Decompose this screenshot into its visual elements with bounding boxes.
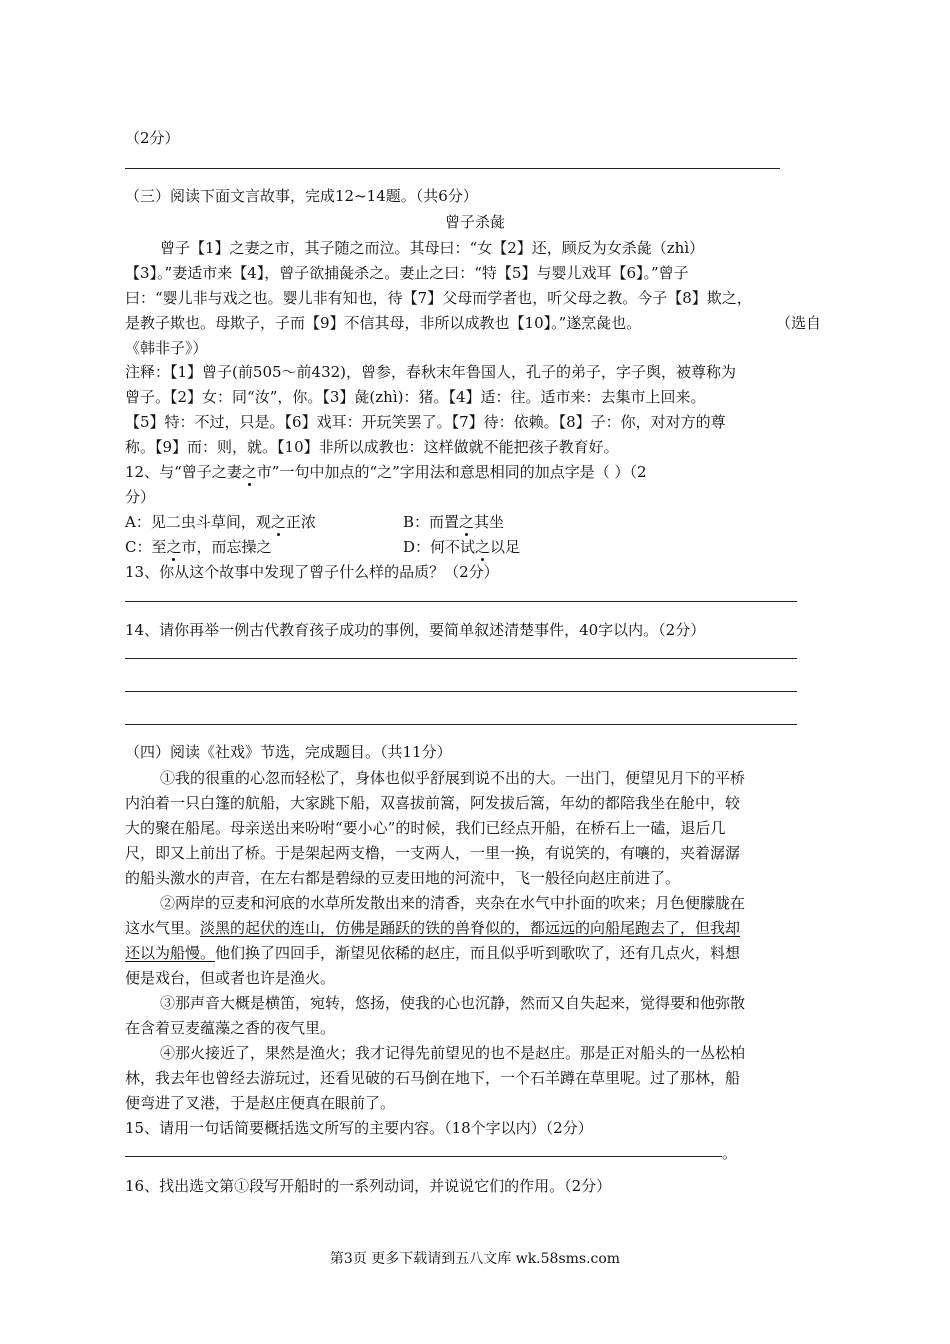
question-16: 16、找出选文第①段写开船时的一系列动词，并说说它们的作用。（2分） <box>125 1177 612 1195</box>
answer-end-mark: 。 <box>722 1144 738 1162</box>
paragraph-line: ④那火接近了，果然是渔火；我才记得先前望见的也不是赵庄。那是正对船头的一丛松柏 <box>160 1044 746 1062</box>
paragraph-line: 内泊着一只白篷的航船，大家跳下船，双喜拔前篙，阿发拔后篙，年幼的都陪我坐在舱中，较 <box>125 794 741 812</box>
answer-line[interactable] <box>125 168 780 169</box>
paragraph-line: 便弯进了叉港，于是赵庄便真在眼前了。 <box>125 1094 396 1112</box>
option-c[interactable]: C：至之市，而忘操之 <box>125 538 272 556</box>
note-line: 注释：【1】曾子(前505～前432)，曾参，春秋末年鲁国人，孔子的弟子，字子舆，被尊称为 <box>125 363 737 381</box>
paragraph-line: ③那声音大概是横笛，宛转，悠扬，使我的心也沉静，然而又自失起来，觉得要和他弥散 <box>160 994 746 1012</box>
question-15: 15、请用一句话简要概括选文所写的主要内容。（18个字以内）（2分） <box>125 1119 593 1137</box>
options-row-2 <box>125 537 685 557</box>
note-line: 称。【9】而：则，就。【10】非所以成教也：这样做就不能把孩子教育好。 <box>125 438 619 456</box>
options-row-1 <box>125 512 685 532</box>
emphasis-dot-char: 之 <box>241 463 257 481</box>
paragraph-line: 的船头激水的声音，在左右都是碧绿的豆麦田地的河流中，飞一般径向赵庄前进了。 <box>125 869 681 887</box>
paragraph-line: 林，我去年也曾经去游玩过，还看见破的石马倒在地下，一个石羊蹲在草里呢。过了那林，船 <box>125 1069 741 1087</box>
paragraph-line: 大的聚在船尾。母亲送出来吩咐“要小心”的时候，我们已经点开船，在桥石上一磕，退后几 <box>125 819 726 837</box>
passage-line: 是教子欺也。母欺子，子而【9】不信其母，非所以成教也【10】。”遂烹彘也。 <box>125 314 642 332</box>
answer-line[interactable] <box>125 691 797 692</box>
underlined-sentence: 还以为船慢。 <box>125 944 216 962</box>
passage-line: 曰：“婴儿非与戏之也。婴儿非有知也，待【7】父母而学者也，听父母之教。今子【8】欺之， <box>125 289 752 307</box>
question-13: 13、你从这个故事中发现了曾子什么样的品质？（2分） <box>125 563 499 581</box>
paragraph-line: ②两岸的豆麦和河底的水草所发散出来的清香，夹杂在水气中扑面的吹来；月色便朦胧在 <box>160 894 746 912</box>
answer-line[interactable] <box>125 1156 722 1157</box>
section-3-header: （三）阅读下面文言故事，完成12~14题。（共6分） <box>125 187 478 205</box>
question-14: 14、请你再举一例古代教育孩子成功的事例，要简单叙述清楚事件，40字以内。（2分） <box>125 621 706 639</box>
option-b[interactable]: B：而置之其坐 <box>403 513 505 531</box>
answer-line[interactable] <box>125 658 797 659</box>
option-d[interactable]: D：何不试之以足 <box>403 538 521 556</box>
paragraph-line: 还以为船慢。他们换了四回手，渐望见依稀的赵庄，而且似乎听到歌吹了，还有几点火，料想 <box>125 944 741 962</box>
story-title: 曾子杀彘 <box>444 213 505 231</box>
paragraph-line: 在含着豆麦蕴藻之香的夜气里。 <box>125 1019 336 1037</box>
paragraph-line: 这水气里。淡黑的起伏的连山，仿佛是踊跃的铁的兽脊似的，都远远的向船尾跑去了，但我却 <box>125 919 741 937</box>
paragraph-line: 尺，即又上前出了桥。于是架起两支橹，一支两人，一里一换，有说笑的，有嚷的，夹着潺潺 <box>125 844 741 862</box>
question-12-cont: 分） <box>125 488 156 506</box>
question-12: 12、与“曾子之妻之市”一句中加点的“之”字用法和意思相同的加点字是（ ）（2 <box>125 463 647 481</box>
passage-line: 曾子【1】之妻之市，其子随之而泣。其母曰：“女【2】还，顾反为女杀彘（zhì） <box>160 239 705 257</box>
underlined-sentence: 淡黑的起伏的连山，仿佛是踊跃的铁的兽脊似的，都远远的向船尾跑去了，但我却 <box>200 919 741 937</box>
passage-source: 《韩非子》） <box>125 339 208 357</box>
answer-line[interactable] <box>125 724 797 725</box>
paragraph-line: ①我的很重的心忽而轻松了，身体也似乎舒展到说不出的大。一出门，便望见月下的平桥 <box>160 769 746 787</box>
passage-line: 【3】。”妻适市来【4】，曾子欲捕彘杀之。妻止之曰：“特【5】与婴儿戏耳【6】。”曾子 <box>125 264 689 282</box>
paragraph-line: 便是戏台，但或者也许是渔火。 <box>125 969 336 987</box>
option-a[interactable]: A：见二虫斗草间，观之正浓 <box>125 513 316 531</box>
section-4-header: （四）阅读《社戏》节选，完成题目。（共11分） <box>125 743 452 761</box>
page-footer: 第3页 更多下载请到五八文库 wk.58sms.com <box>329 1251 621 1267</box>
source-prefix: （选自 <box>776 314 822 332</box>
note-line: 【5】特：不过，只是。【6】戏耳：开玩笑罢了。【7】待：依赖。【8】子：你，对对方的尊 <box>125 413 726 431</box>
answer-line[interactable] <box>125 601 797 602</box>
score-note: （2分） <box>125 129 180 147</box>
note-line: 曾子。【2】女：同“汝”，你。【3】彘(zhì)：猪。【4】适：往。适市来：去集市上回来。 <box>125 388 706 406</box>
